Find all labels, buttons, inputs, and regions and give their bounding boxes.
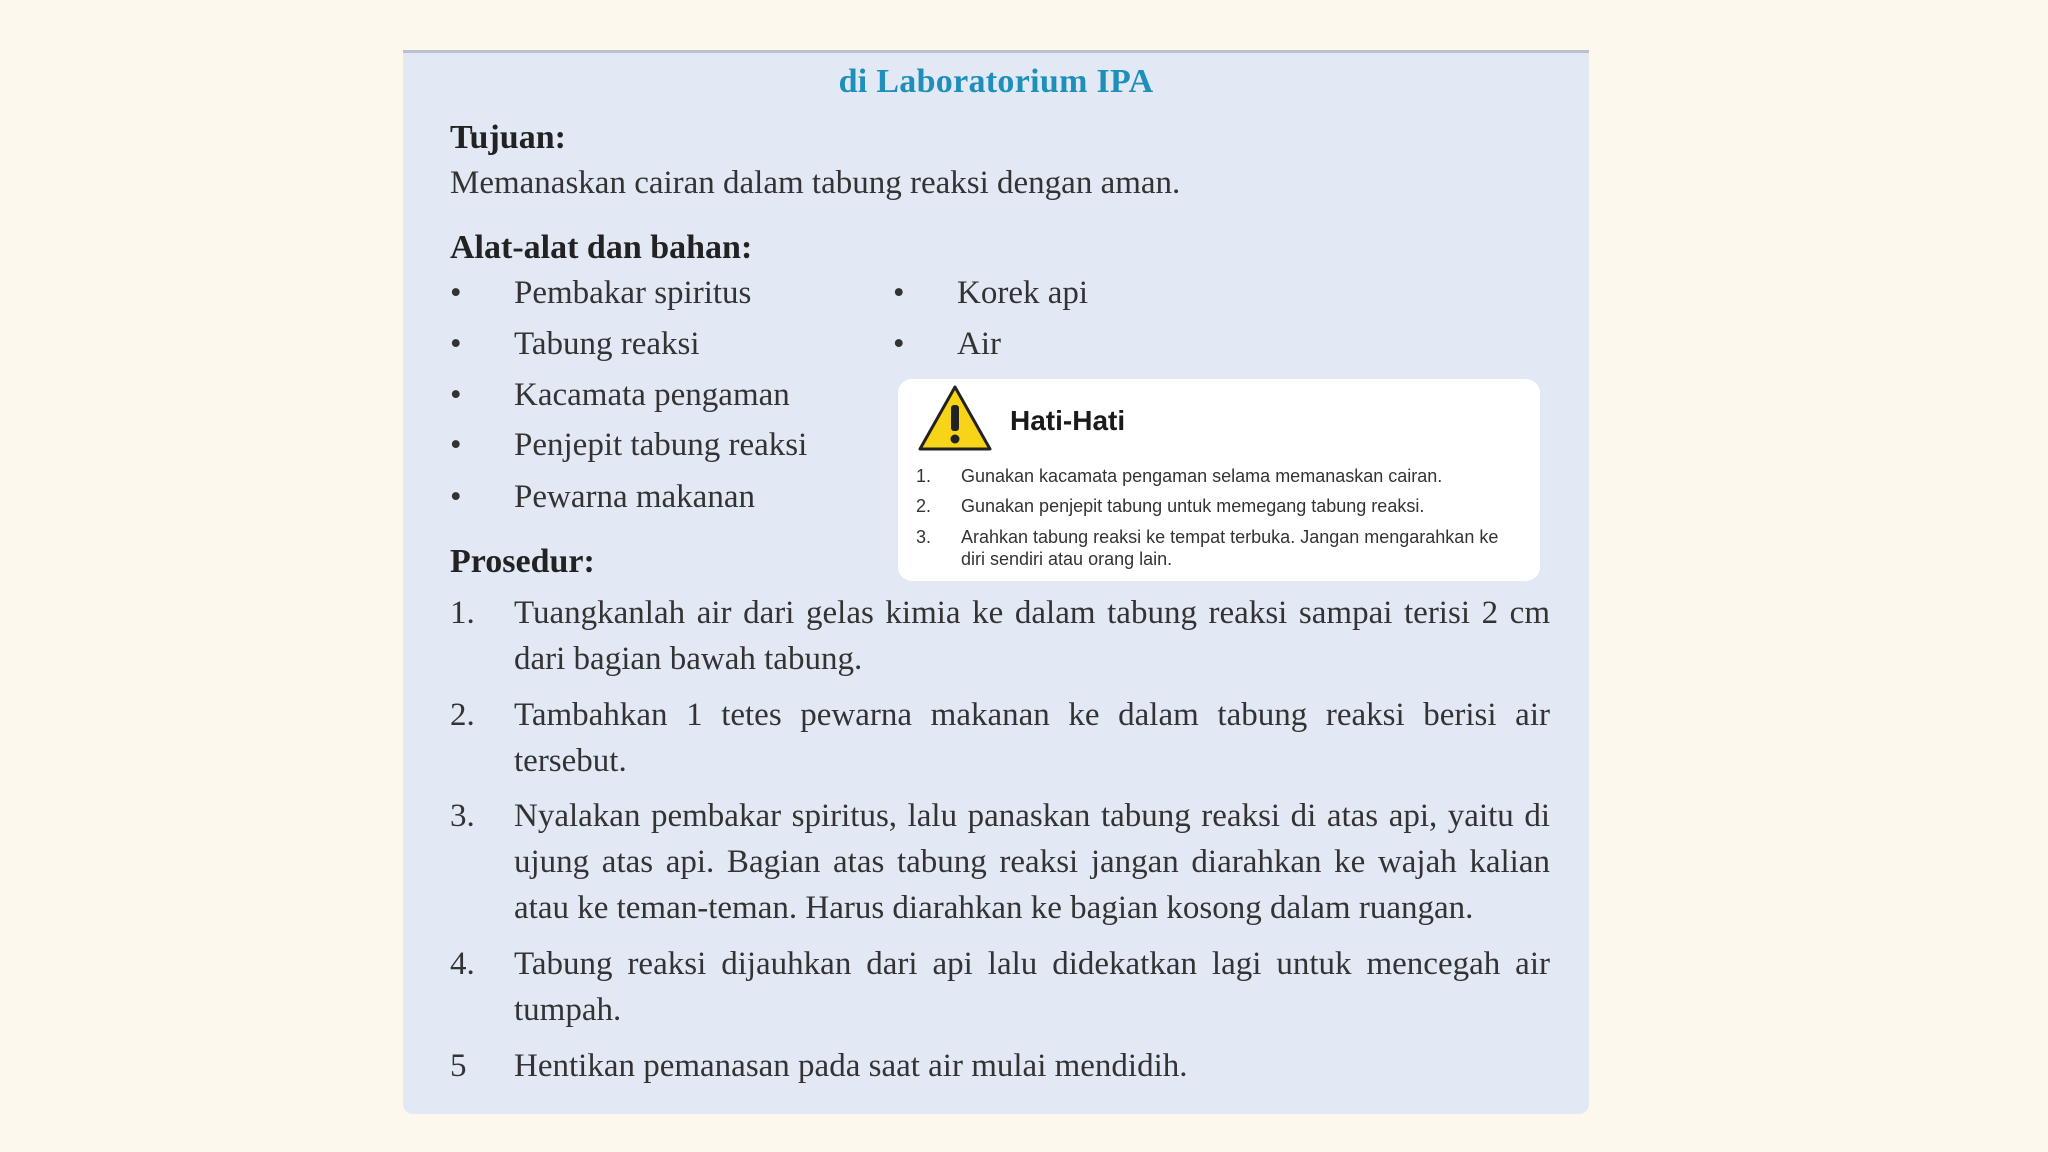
step-text: Tambahkan 1 tetes pewarna makanan ke dalam tabung reaksi berisi air tersebut. bbox=[514, 697, 1550, 779]
bullet-icon: • bbox=[450, 427, 462, 463]
step-number: 4. bbox=[450, 946, 475, 982]
bullet-icon: • bbox=[450, 275, 462, 311]
step-text: Hentikan pemanasan pada saat air mulai mendidih. bbox=[514, 1048, 1188, 1084]
step-text: Tabung reaksi dijauhkan dari api lalu didekatkan lagi untuk mencegah air tumpah. bbox=[514, 946, 1550, 1028]
warning-item-number: 1. bbox=[916, 466, 932, 486]
tujuan-text: Memanaskan cairan dalam tabung reaksi dengan aman. bbox=[450, 165, 1181, 201]
step-number: 3. bbox=[450, 798, 475, 834]
warning-box bbox=[898, 379, 1540, 581]
list-item-label: Pembakar spiritus bbox=[514, 275, 752, 311]
warning-item-text: Gunakan penjepit tabung untuk memegang tabung reaksi. bbox=[961, 496, 1425, 516]
tujuan-heading: Tujuan: bbox=[450, 119, 566, 156]
warning-item-text: Gunakan kacamata pengaman selama memanaskan cairan. bbox=[961, 466, 1443, 486]
list-item-label: Korek api bbox=[957, 275, 1089, 311]
warning-item-number: 2. bbox=[916, 496, 932, 516]
warning-triangle-icon bbox=[916, 383, 994, 453]
list-item-label: Kacamata pengaman bbox=[514, 377, 790, 413]
warning-title: Hati-Hati bbox=[1010, 405, 1126, 436]
section-title: di Laboratorium IPA bbox=[838, 63, 1154, 100]
step-number: 5 bbox=[450, 1048, 467, 1084]
step-number: 2. bbox=[450, 697, 475, 733]
list-item-label: Penjepit tabung reaksi bbox=[514, 427, 808, 463]
bullet-icon: • bbox=[893, 275, 905, 311]
list-item-label: Tabung reaksi bbox=[514, 326, 700, 362]
step-text: Tuangkanlah air dari gelas kimia ke dalam tabung reaksi sampai terisi 2 cm dari bagian bawah tabung. bbox=[514, 595, 1550, 677]
activity-panel bbox=[403, 50, 1589, 1114]
bullet-icon: • bbox=[893, 326, 905, 362]
alat-heading: Alat-alat dan bahan: bbox=[450, 229, 753, 266]
step-number: 1. bbox=[450, 595, 475, 631]
list-item-label: Pewarna makanan bbox=[514, 479, 755, 515]
step-text: Nyalakan pembakar spiritus, lalu panaskan tabung reaksi di atas api, yaitu di ujung atas api. Bagian atas tabung reaksi jangan diarahkan ke wajah kalian atau ke teman-teman. Harus diarahkan ke bagian kosong dalam ruangan. bbox=[514, 798, 1550, 926]
bullet-icon: • bbox=[450, 326, 462, 362]
prosedur-heading: Prosedur: bbox=[450, 543, 595, 580]
list-item-label: Air bbox=[957, 326, 1001, 362]
warning-item-text: Arahkan tabung reaksi ke tempat terbuka. Jangan mengarahkan ke diri sendiri atau orang lain. bbox=[961, 527, 1499, 569]
warning-item-number: 3. bbox=[916, 527, 932, 547]
bullet-icon: • bbox=[450, 479, 462, 515]
bullet-icon: • bbox=[450, 377, 462, 413]
